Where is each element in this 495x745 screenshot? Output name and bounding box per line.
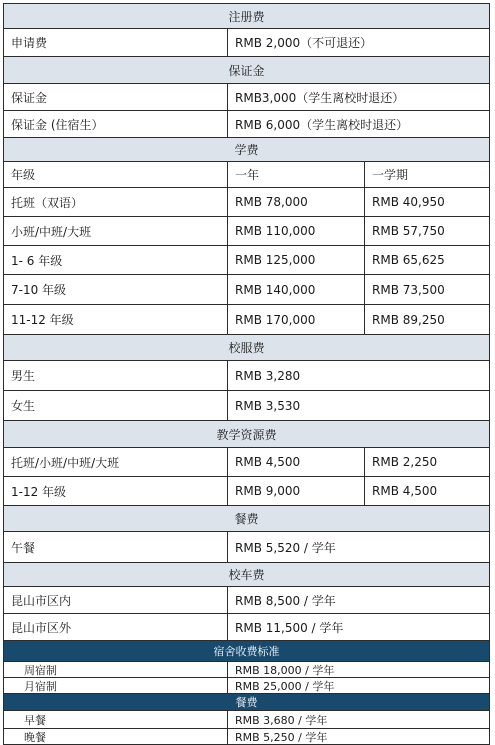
row-label: 晚餐 bbox=[4, 729, 228, 744]
row-label: 月宿制 bbox=[4, 678, 228, 693]
row-label: 7-10 年级 bbox=[4, 275, 228, 304]
table-row bbox=[3, 587, 490, 614]
table-row bbox=[3, 361, 490, 391]
row-value: RMB 18,000 / 学年 bbox=[235, 663, 335, 677]
row-value-year: RMB 125,000 bbox=[228, 246, 365, 274]
table-row bbox=[3, 275, 490, 305]
table-row bbox=[3, 162, 490, 188]
row-value: RMB 25,000 / 学年 bbox=[235, 679, 335, 693]
section-title: 学费 bbox=[234, 143, 259, 157]
table-row bbox=[3, 29, 490, 57]
row-label: 小班/中班/大班 bbox=[4, 217, 228, 245]
row-label: 早餐 bbox=[4, 711, 228, 728]
row-label: 保证金 (住宿生） bbox=[4, 111, 228, 137]
table-row bbox=[3, 477, 490, 506]
table-row bbox=[3, 614, 490, 641]
table-row bbox=[3, 662, 490, 678]
section-title: 注册费 bbox=[228, 9, 265, 24]
table-row bbox=[3, 246, 490, 275]
table-row bbox=[3, 729, 490, 745]
table-row bbox=[3, 448, 490, 477]
row-value-year: RMB 9,000 bbox=[228, 477, 365, 505]
row-label: 男生 bbox=[4, 361, 228, 390]
table-row bbox=[3, 84, 490, 111]
row-value: RMB 5,520 / 学年 bbox=[235, 540, 336, 555]
row-value: RMB 2,000（不可退还） bbox=[235, 36, 373, 50]
column-header: 一学期 bbox=[372, 168, 409, 182]
section-title: 宿舍收费标准 bbox=[213, 645, 280, 658]
row-value: RMB 3,680 / 学年 bbox=[235, 713, 328, 727]
row-value: RMB 5,250 / 学年 bbox=[235, 730, 328, 744]
section-header-deposit bbox=[3, 57, 490, 84]
section-title: 校车费 bbox=[228, 568, 265, 582]
table-row bbox=[3, 391, 490, 421]
table-row bbox=[3, 111, 490, 138]
table-row bbox=[3, 305, 490, 335]
row-label: 1- 6 年级 bbox=[4, 246, 228, 274]
row-value-semester: RMB 65,625 bbox=[372, 253, 445, 267]
table-row bbox=[3, 711, 490, 729]
row-value-semester: RMB 2,250 bbox=[372, 455, 438, 469]
section-header-bus bbox=[3, 563, 490, 587]
row-label: 昆山市区外 bbox=[4, 614, 228, 640]
row-value: RMB3,000（学生离校时退还） bbox=[235, 90, 405, 105]
table-row bbox=[3, 217, 490, 246]
section-header-teaching-resources bbox=[3, 421, 490, 448]
row-value: RMB 8,500 / 学年 bbox=[235, 593, 336, 608]
table-row bbox=[3, 678, 490, 694]
fee-table bbox=[3, 3, 490, 745]
section-title: 教学资源费 bbox=[216, 427, 277, 442]
row-label: 托班/小班/中班/大班 bbox=[4, 448, 228, 476]
row-label: 11-12 年级 bbox=[4, 305, 228, 334]
row-value-year: RMB 170,000 bbox=[228, 305, 365, 334]
section-title: 餐费 bbox=[235, 696, 258, 709]
row-value-year: RMB 140,000 bbox=[228, 275, 365, 304]
row-label: 午餐 bbox=[4, 532, 228, 562]
row-label: 保证金 bbox=[4, 84, 228, 110]
section-header-meals bbox=[3, 506, 490, 532]
row-value-semester: RMB 40,950 bbox=[372, 195, 445, 209]
row-label: 托班（双语） bbox=[4, 188, 228, 216]
section-title: 保证金 bbox=[228, 63, 265, 78]
row-value-semester: RMB 4,500 bbox=[372, 484, 438, 498]
section-header-dorm-meals bbox=[3, 694, 490, 711]
row-label: 申请费 bbox=[4, 29, 228, 56]
row-value: RMB 3,530 bbox=[235, 398, 301, 413]
section-header-uniform bbox=[3, 335, 490, 361]
row-value: RMB 6,000（学生离校时退还） bbox=[235, 117, 409, 132]
row-value-semester: RMB 89,250 bbox=[372, 312, 445, 327]
row-label: 1-12 年级 bbox=[4, 477, 228, 505]
row-value: RMB 3,280 bbox=[235, 368, 301, 383]
column-header: 一年 bbox=[228, 162, 365, 187]
table-row bbox=[3, 188, 490, 217]
section-header-registration bbox=[3, 3, 490, 29]
column-header: 年级 bbox=[4, 162, 228, 187]
row-value-semester: RMB 73,500 bbox=[372, 282, 445, 297]
row-value: RMB 11,500 / 学年 bbox=[235, 620, 344, 635]
section-title: 餐费 bbox=[234, 512, 259, 526]
section-header-dorm bbox=[3, 641, 490, 662]
table-row bbox=[3, 532, 490, 563]
row-value-year: RMB 78,000 bbox=[228, 188, 365, 216]
row-value-semester: RMB 57,750 bbox=[372, 224, 445, 238]
row-value-year: RMB 4,500 bbox=[228, 448, 365, 476]
row-label: 周宿制 bbox=[4, 662, 228, 677]
row-label: 女生 bbox=[4, 391, 228, 420]
section-header-tuition bbox=[3, 138, 490, 162]
row-label: 昆山市区内 bbox=[4, 587, 228, 613]
section-title: 校服费 bbox=[228, 341, 265, 355]
row-value-year: RMB 110,000 bbox=[228, 217, 365, 245]
